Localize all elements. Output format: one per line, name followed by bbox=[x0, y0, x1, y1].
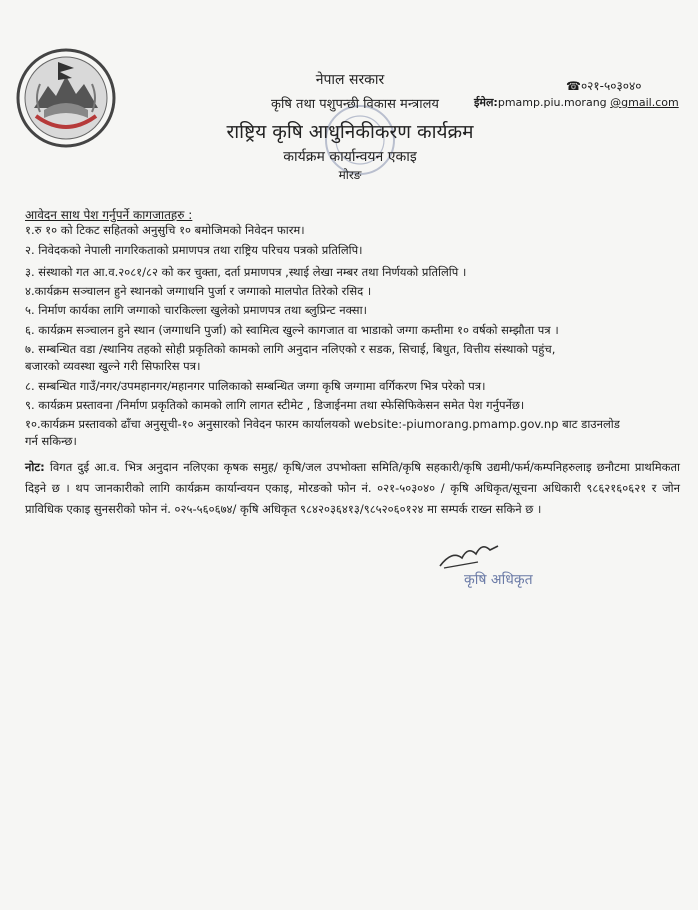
requirement-item-continuation: गर्न सकिन्छ। bbox=[25, 434, 77, 448]
requirement-item: ८. सम्बन्धित गाउँ/नगर/उपमहानगर/महानगर पालिकाको सम्बन्धित जग्गा कृषि जग्गामा वर्गिकरण भित्र परेको पत्र। bbox=[25, 379, 486, 393]
phone-number: ☎०२१-५०३०४० bbox=[566, 79, 642, 93]
requirement-item: ५. निर्माण कार्यका लागि जग्गाको चारकिल्ला खुलेको प्रमाणपत्र तथा ब्लुप्रिन्ट नक्सा। bbox=[25, 303, 367, 317]
note-label: नोट: bbox=[25, 460, 45, 474]
requirement-item: २. निवेदकको नेपाली नागरिकताको प्रमाणपत्र तथा राष्ट्रिय परिचय पत्रको प्रतिलिपि। bbox=[25, 243, 363, 257]
signatory-designation: कृषि अधिकृत bbox=[464, 572, 533, 588]
email-user: pmamp.piu.morang bbox=[497, 96, 607, 109]
program-name: राष्ट्रिय कृषि आधुनिकीकरण कार्यक्रम bbox=[226, 121, 474, 143]
ministry-name: कृषि तथा पशुपन्छी विकास मन्त्रालय bbox=[271, 97, 439, 112]
email-address bbox=[474, 95, 679, 110]
requirement-item-continuation: बजारको व्यवस्था खुल्ने गरी सिफारिस पत्र। bbox=[25, 359, 201, 373]
requirement-item: ६. कार्यक्रम सञ्चालन हुने स्थान (जग्गाधनि पुर्जा) को स्वामित्व खुल्ने कागजात वा भाडाको जग्गा कम्तीमा १० वर्षको सम्झौता पत्र । bbox=[25, 323, 559, 337]
government-name: नेपाल सरकार bbox=[315, 72, 385, 88]
requirement-item: ४.कार्यक्रम सञ्चालन हुने स्थानको जग्गाधनि पुर्जा र जग्गाको मालपोत तिरेको रसिद । bbox=[25, 284, 372, 298]
requirement-item: ३. संस्थाको गत आ.व.२०८१/८२ को कर चुक्ता, दर्ता प्रमाणपत्र ,स्थाई लेखा नम्बर तथा निर्णयको प्रतिलिपि । bbox=[25, 265, 467, 279]
requirement-item: ७. सम्बन्धित वडा /स्थानिय तहको सोही प्रकृतिको कामको लागि अनुदान नलिएको र सडक, सिचाई, बिधुत, वित्तीय संस्थाको पहुंच, bbox=[25, 342, 556, 356]
requirement-item: १०.कार्यक्रम प्रस्तावको ढाँचा अनुसूची-१० अनुसारको निवेदन फारम कार्यालयको website:-piumorang.pmamp.gov.np बाट डाउनलोड bbox=[25, 417, 620, 431]
office-location: मोरङ bbox=[338, 168, 362, 182]
nepal-government-emblem-icon bbox=[14, 46, 118, 150]
email-label: ईमेल: bbox=[474, 96, 498, 109]
requirement-item: ९. कार्यक्रम प्रस्तावना /निर्माण प्रकृतिको कामको लागि लागत स्टीमेट , डिजाईनमा तथा स्फेसिफिकेसन समेत पेश गर्नुपर्नेछ। bbox=[25, 398, 525, 412]
note-paragraph bbox=[25, 457, 680, 520]
note-text: विगत दुई आ.व. भित्र अनुदान नलिएका कृषक समुह/ कृषि/जल उपभोक्ता समिति/कृषि सहकारी/कृषि उद्यमी/फर्म/कम्पनिहरुलाइ छनौटमा प्राथमिकता दिइने छ । थप जानकारीको लागि कार्यक्रम कार्यान्वयन एकाइ, मोरङको फोन नं. ०२१-५०३०४० / कृषि अधिकृत/सूचना अधिकारी ९८६२१६०६२१ र जोन प्राविधिक एकाइ सुनसरीको फोन नं. ०२५-५६०६७४/ कृषि अधिकृत ९८४२०३६४१३/९८५२०६०१२४ मा सम्पर्क राख्न सकिने छ । bbox=[25, 460, 680, 516]
requirements-title: आवेदन साथ पेश गर्नुपर्ने कागजातहरु : bbox=[25, 208, 193, 222]
email-domain: @gmail.com bbox=[610, 96, 679, 109]
unit-name: कार्यक्रम कार्यान्वयन एकाइ bbox=[283, 149, 417, 165]
requirement-item: १.रु १० को टिकट सहितको अनुसुचि १० बमोजिमको निवेदन फारम। bbox=[25, 223, 305, 237]
handwritten-signature-icon bbox=[438, 538, 500, 572]
